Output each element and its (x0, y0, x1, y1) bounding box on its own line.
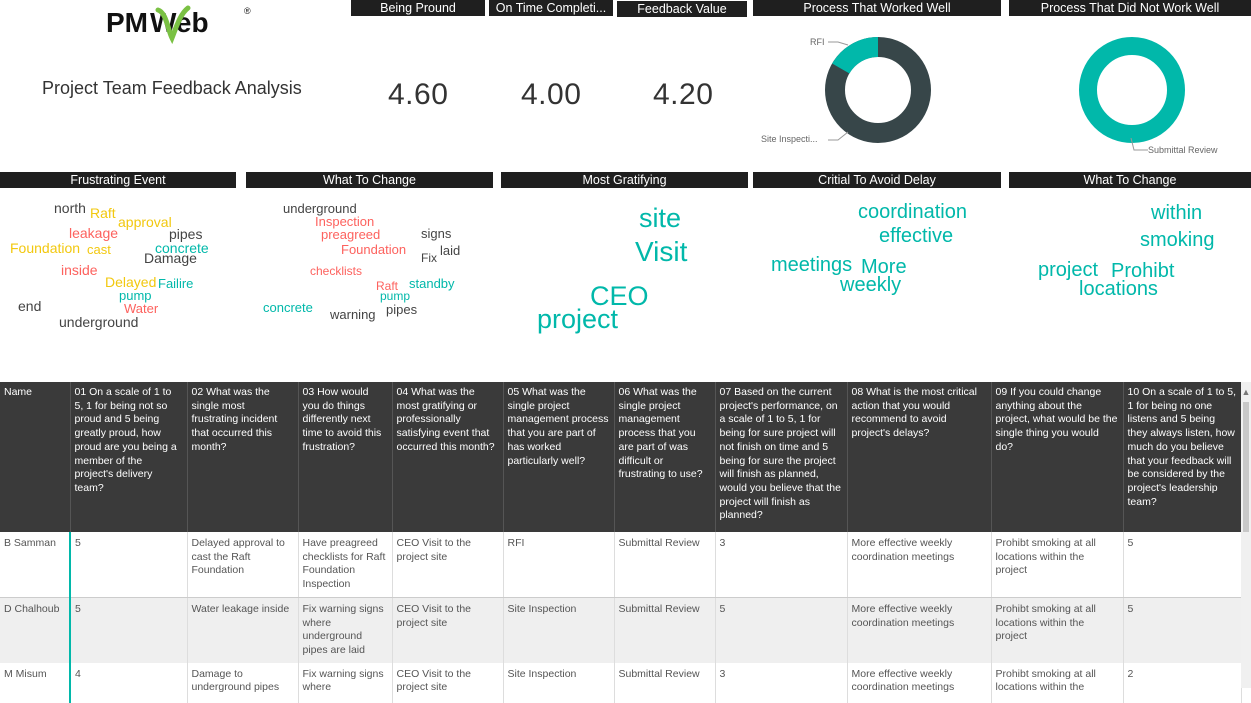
table-cell: Prohibt smoking at all locations within the project (991, 597, 1123, 662)
word[interactable]: Foundation (10, 240, 81, 256)
column-header-q07[interactable]: 07 Based on the current project's performance, on a scale of 1 to 5, 1 for being for sure project will not finish on time and 5 being for sure the project will finish as planned, would you believe that the project will finish as planned? (715, 382, 847, 532)
word[interactable]: standby (409, 276, 455, 291)
word[interactable]: inside (61, 262, 98, 278)
word[interactable]: pipes (386, 302, 418, 317)
table-vertical-scrollbar[interactable] (1241, 382, 1251, 688)
table-cell: CEO Visit to the project site (392, 532, 503, 597)
word[interactable]: Foundation (341, 242, 407, 257)
table-cell: 4 (70, 663, 187, 703)
table-cell: CEO Visit to the project site (392, 597, 503, 662)
word[interactable]: cast (87, 242, 111, 257)
table-cell: 3 (715, 532, 847, 597)
table-cell: RFI (503, 532, 614, 597)
table-cell: Submittal Review (614, 597, 715, 662)
table-row[interactable] (0, 663, 1241, 703)
word[interactable]: project (1038, 259, 1099, 281)
word[interactable]: site (639, 203, 682, 233)
word[interactable]: concrete (155, 240, 209, 256)
table-cell: M Misum (0, 663, 70, 703)
table-cell: Fix warning signs where underground pipes are laid (298, 597, 392, 662)
word[interactable]: Visit (635, 236, 688, 267)
word[interactable]: end (18, 298, 42, 314)
table-cell: 5 (715, 597, 847, 662)
column-header-q03[interactable]: 03 How would you do things differently next time to avoid this frustration? (298, 382, 392, 532)
word[interactable]: CEO (590, 281, 649, 311)
column-header-q02[interactable]: 02 What was the single most frustrating incident that occurred this month? (187, 382, 298, 532)
table-cell: 5 (70, 597, 187, 662)
word[interactable]: underground (59, 314, 139, 330)
kpi-header-on-time: On Time Completi... (489, 0, 613, 16)
table-row[interactable] (0, 532, 1241, 597)
table-cell: More effective weekly coordination meetings (847, 597, 991, 662)
column-header-q05[interactable]: 05 What was the single project management process that you are part of has worked particularly well? (503, 382, 614, 532)
table-cell: Submittal Review (614, 663, 715, 703)
word[interactable]: weekly (840, 274, 902, 296)
word[interactable]: effective (879, 225, 954, 247)
word[interactable]: Failire (158, 276, 194, 291)
kpi-value-feedback: 4.20 (653, 78, 714, 111)
word[interactable]: warning (330, 307, 376, 322)
donut-header-not-work-well: Process That Did Not Work Well (1009, 0, 1251, 16)
kpi-value-on-time: 4.00 (521, 78, 582, 111)
column-header-q06[interactable]: 06 What was the single project management process that you are part of was difficult or frustrating to use? (614, 382, 715, 532)
table-cell: More effective weekly coordination meetings (847, 663, 991, 703)
logo-registered: ® (244, 6, 251, 16)
feedback-table (0, 382, 1242, 703)
wordcloud-header-what-to-change-1: What To Change (246, 172, 493, 188)
kpi-header-feedback-value: Feedback Value (617, 1, 747, 17)
donut-label-submittal-review: Submittal Review (1148, 145, 1218, 155)
page-title: Project Team Feedback Analysis (42, 78, 302, 98)
table-cell: Site Inspection (503, 597, 614, 662)
word[interactable]: pump (119, 288, 152, 303)
donut-slice-submittal-review (1088, 46, 1176, 134)
word[interactable]: Delayed (105, 274, 157, 290)
table-cell: Have preagreed checklists for Raft Foundation Inspection (298, 532, 392, 597)
donut-header-worked-well: Process That Worked Well (753, 0, 1001, 16)
column-header-q04[interactable]: 04 What was the most gratifying or professionally satisfying event that occurred this month? (392, 382, 503, 532)
scroll-thumb[interactable] (1243, 402, 1249, 532)
word[interactable]: laid (440, 243, 461, 258)
table-cell: Delayed approval to cast the Raft Foundation (187, 532, 298, 597)
column-header-q08[interactable]: 08 What is the most critical action that you would recommend to avoid project's delays? (847, 382, 991, 532)
word[interactable]: meetings (771, 254, 853, 276)
wordcloud-header-most-gratifying: Most Gratifying (501, 172, 748, 188)
table-cell: Water leakage inside (187, 597, 298, 662)
column-header-q10[interactable]: 10 On a scale of 1 to 5, 1 for being no one listens and 5 being they always listen, how much do you believe that your feedback will be considered by the project's leadership team? (1123, 382, 1241, 532)
table-row[interactable] (0, 597, 1241, 662)
table-cell: 5 (1123, 597, 1241, 662)
column-header-q09[interactable]: 09 If you could change anything about the project, what would be the single thing you would do? (991, 382, 1123, 532)
donut-leader-site (826, 130, 856, 144)
word[interactable]: Fix (421, 251, 437, 265)
donut-slice-rfi-visible (841, 47, 878, 69)
wordcloud-header-frustrating-event: Frustrating Event (0, 172, 236, 188)
table-cell: Prohibt smoking at all locations within the project (991, 532, 1123, 597)
word[interactable]: smoking (1140, 229, 1215, 251)
column-header-name[interactable]: Name (0, 382, 70, 532)
word[interactable]: approval (118, 214, 172, 230)
word[interactable]: Raft (376, 279, 399, 293)
donut-leader-rfi (826, 36, 856, 46)
word[interactable]: coordination (858, 201, 967, 223)
word[interactable]: Prohibt (1111, 260, 1175, 282)
table-cell: Damage to underground pipes (187, 663, 298, 703)
word[interactable]: preagreed (321, 227, 381, 242)
wordcloud-header-what-to-change-2: What To Change (1009, 172, 1251, 188)
table-cell: D Chalhoub (0, 597, 70, 662)
word[interactable]: pump (380, 289, 411, 303)
table-cell: More effective weekly coordination meetings (847, 532, 991, 597)
table-cell: Prohibt smoking at all locations within the (991, 663, 1123, 703)
word[interactable]: project (537, 304, 619, 334)
word[interactable]: Damage (144, 250, 197, 266)
table-cell: 3 (715, 663, 847, 703)
kpi-header-being-proud: Being Pround (351, 0, 485, 16)
word[interactable]: north (54, 200, 86, 216)
kpi-value-being-proud: 4.60 (388, 78, 449, 111)
word[interactable]: concrete (263, 300, 313, 315)
donut-chart-not-work-well[interactable] (1074, 34, 1190, 150)
table-cell: Site Inspection (503, 663, 614, 703)
donut-label-site-inspection: Site Inspecti... (761, 134, 818, 144)
word[interactable]: More (861, 256, 907, 278)
word[interactable]: Raft (90, 205, 116, 221)
table-cell: 5 (1123, 532, 1241, 597)
table-cell: B Samman (0, 532, 70, 597)
pmweb-logo (106, 2, 256, 44)
table-header-row (0, 382, 1241, 532)
donut-label-rfi: RFI (810, 37, 825, 47)
column-header-q01[interactable]: 01 On a scale of 1 to 5, 1 for being not so proud and 5 being greatly proud, how proud are you being a member of the project's delivery team? (70, 382, 187, 532)
table-cell: 2 (1123, 663, 1241, 703)
table-cell: Submittal Review (614, 532, 715, 597)
word[interactable]: checklists (310, 264, 363, 278)
word[interactable]: leakage (69, 225, 119, 241)
word[interactable]: within (1151, 202, 1203, 224)
word[interactable]: signs (421, 226, 452, 241)
logo-pm-text: PM (106, 7, 148, 38)
logo-web-text: Web (150, 7, 209, 38)
table-cell: CEO Visit to the project site (392, 663, 503, 703)
scroll-up-arrow-icon[interactable]: ▲ (1241, 387, 1251, 397)
word[interactable]: Water (124, 301, 159, 316)
table-cell: 5 (70, 532, 187, 597)
word[interactable]: Inspection (315, 214, 375, 229)
word[interactable]: locations (1079, 278, 1158, 300)
table-cell: Fix warning signs where (298, 663, 392, 703)
word[interactable]: underground (283, 201, 357, 216)
wordcloud-header-critical-delay: Critial To Avoid Delay (753, 172, 1001, 188)
word[interactable]: pipes (169, 226, 203, 242)
